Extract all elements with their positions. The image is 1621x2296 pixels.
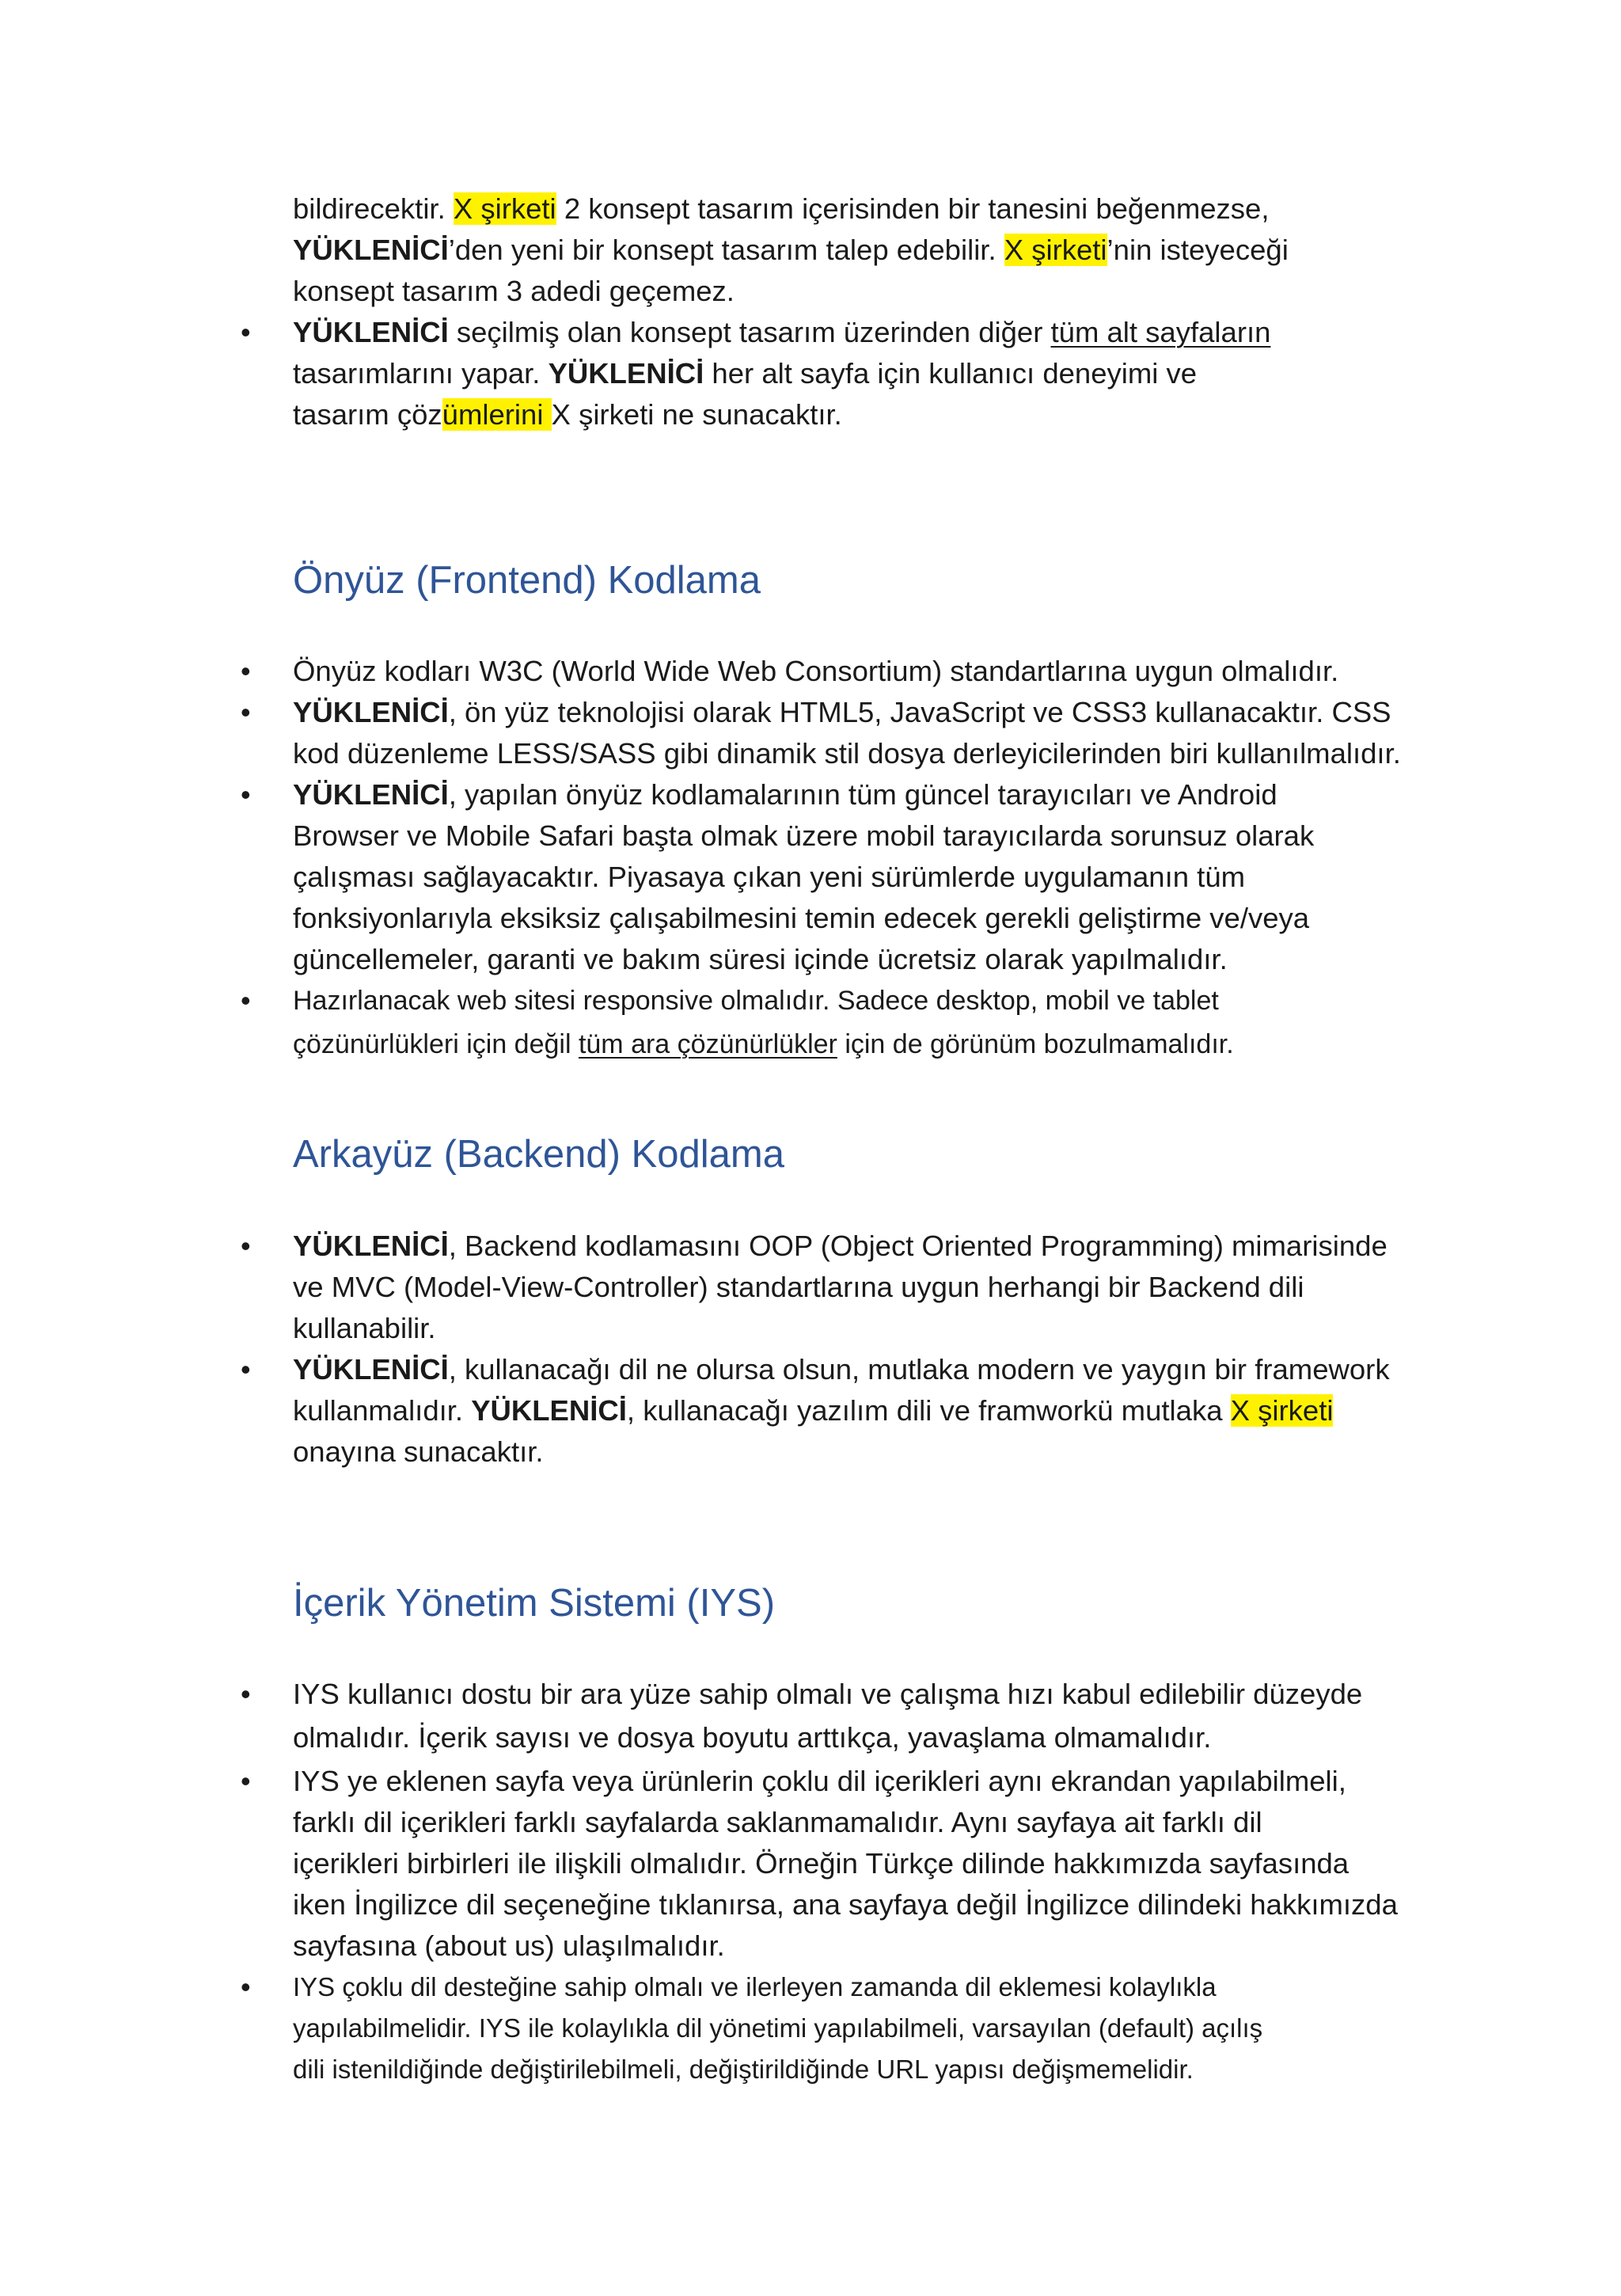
paragraph-line: dili istenildiğinde değiştirilebilmeli, değiştirildiğinde URL yapısı değişmemelidir.	[293, 2055, 1194, 2084]
bold-text: YÜKLENİCİ	[293, 1230, 449, 1262]
bold-text: YÜKLENİCİ	[293, 696, 449, 728]
paragraph-line: güncellemeler, garanti ve bakım süresi içinde ücretsiz olarak yapılmalıdır.	[293, 943, 1228, 975]
paragraph-line: onayına sunacaktır.	[293, 1435, 544, 1468]
section-heading-cms: İçerik Yönetim Sistemi (IYS)	[293, 1582, 776, 1625]
bullet-icon: •	[241, 655, 251, 687]
list-item	[241, 312, 1448, 435]
underlined-text: tüm alt sayfaların	[1050, 316, 1271, 348]
section-heading-backend: Arkayüz (Backend) Kodlama	[293, 1133, 784, 1176]
text: , kullanacağı dil ne olursa olsun, mutlaka modern ve yaygın bir framework	[448, 1353, 1390, 1386]
underlined-text: tüm ara çözünürlükler	[578, 1029, 837, 1059]
text: kullanmalıdır.	[293, 1394, 472, 1427]
list-item	[241, 651, 1448, 692]
text: , kullanacağı yazılım dili ve framworkü mutlaka	[626, 1394, 1231, 1427]
list-item	[241, 1674, 1448, 1761]
highlighted-text: X şirketi	[1004, 234, 1107, 266]
text: , ön yüz teknolojisi olarak HTML5, JavaScript ve CSS3 kullanacaktır. CSS	[448, 696, 1391, 728]
list-item	[241, 1967, 1448, 2090]
paragraph-line	[293, 353, 1448, 394]
backend-list	[241, 1226, 1448, 1473]
paragraph-line: kod düzenleme LESS/SASS gibi dinamik stil dosya derleyicilerinden biri kullanılmalıdır.	[293, 737, 1401, 770]
list-item	[241, 692, 1448, 774]
bold-text: YÜKLENİCİ	[293, 316, 449, 348]
highlighted-text: ümlerini	[442, 398, 552, 431]
bold-text: YÜKLENİCİ	[293, 234, 449, 266]
list-item	[241, 1226, 1448, 1349]
paragraph-line	[293, 188, 1448, 230]
paragraph-line: konsept tasarım 3 adedi geçemez.	[293, 275, 735, 307]
paragraph-line: IYS ye eklenen sayfa veya ürünlerin çoklu dil içerikleri aynı ekrandan yapılabilmeli,	[293, 1765, 1346, 1797]
paragraph-line: kullanabilir.	[293, 1312, 436, 1344]
text: 2 konsept tasarım içerisinden bir tanesini beğenmezse,	[556, 192, 1270, 225]
paragraph-line: içerikleri birbirleri ile ilişkili olmalıdır. Örneğin Türkçe dilinde hakkımızda sayfasında	[293, 1847, 1350, 1880]
paragraph-line: Önyüz kodları W3C (World Wide Web Consortium) standartlarına uygun olmalıdır.	[293, 655, 1339, 687]
paragraph-line	[293, 692, 1448, 733]
paragraph-line: fonksiyonlarıyla eksiksiz çalışabilmesini temin edecek gerekli geliştirme ve/veya	[293, 902, 1310, 934]
text: çözünürlükleri için değil	[293, 1029, 579, 1059]
highlighted-text: X şirketi	[453, 192, 556, 225]
text: ’den yeni bir konsept tasarım talep edebilir.	[448, 234, 1004, 266]
paragraph-line	[293, 774, 1448, 815]
paragraph-line: ve MVC (Model-View-Controller) standartlarına uygun herhangi bir Backend dili	[293, 1271, 1304, 1303]
text: bildirecektir.	[293, 192, 454, 225]
paragraph-line	[293, 1390, 1448, 1431]
paragraph-line: olmalıdır. İçerik sayısı ve dosya boyutu arttıkça, yavaşlama olmamalıdır.	[293, 1721, 1212, 1754]
text: , Backend kodlamasını OOP (Object Oriented Programming) mimarisinde	[448, 1230, 1388, 1262]
paragraph-line: yapılabilmelidir. IYS ile kolaylıkla dil yönetimi yapılabilmeli, varsayılan (default) açılış	[293, 2013, 1263, 2043]
bullet-icon: •	[241, 1353, 251, 1386]
paragraph-line	[293, 1226, 1448, 1267]
intro-section	[241, 188, 1448, 435]
bullet-icon: •	[241, 1678, 251, 1710]
text: X şirketi ne sunacaktır.	[551, 398, 842, 431]
text: seçilmiş olan konsept tasarım üzerinden diğer	[448, 316, 1051, 348]
bold-text: YÜKLENİCİ	[471, 1394, 627, 1427]
highlighted-text: X şirketi	[1230, 1394, 1334, 1427]
paragraph-line: iken İngilizce dil seçeneğine tıklanırsa, ana sayfaya değil İngilizce dilindeki hakkımızda	[293, 1888, 1398, 1921]
list-item	[241, 1349, 1448, 1473]
bullet-icon: •	[241, 1765, 251, 1797]
bold-text: YÜKLENİCİ	[293, 1353, 449, 1386]
paragraph-line: Hazırlanacak web sitesi responsive olmalıdır. Sadece desktop, mobil ve tablet	[293, 986, 1219, 1016]
bullet-icon: •	[241, 1230, 251, 1262]
list-item	[241, 774, 1448, 980]
section-heading-frontend: Önyüz (Frontend) Kodlama	[293, 559, 761, 602]
paragraph-line: çalışması sağlayacaktır. Piyasaya çıkan yeni sürümlerde uygulamanın tüm	[293, 861, 1246, 893]
paragraph-line: Browser ve Mobile Safari başta olmak üzere mobil tarayıcılarda sorunsuz olarak	[293, 819, 1315, 852]
text: ’nin isteyeceği	[1107, 234, 1289, 266]
paragraph-line: IYS kullanıcı dostu bir ara yüze sahip olmalı ve çalışma hızı kabul edilebilir düzeyde	[293, 1678, 1363, 1710]
text: , yapılan önyüz kodlamalarının tüm güncel tarayıcıları ve Android	[448, 778, 1277, 811]
bold-text: YÜKLENİCİ	[293, 778, 449, 811]
bold-text: YÜKLENİCİ	[548, 357, 704, 390]
paragraph-line: farklı dil içerikleri farklı sayfalarda saklanmamalıdır. Aynı sayfaya ait farklı dil	[293, 1806, 1262, 1838]
paragraph-line	[293, 1349, 1448, 1390]
paragraph-line	[293, 312, 1448, 353]
list-item	[241, 980, 1448, 1067]
bullet-icon: •	[241, 696, 251, 728]
bullet-icon: •	[241, 316, 251, 348]
bullet-icon: •	[241, 778, 251, 811]
bullet-icon: •	[241, 984, 251, 1017]
cms-list	[241, 1674, 1448, 2090]
paragraph-line	[293, 1021, 1448, 1067]
paragraph-line	[293, 230, 1448, 271]
frontend-list	[241, 651, 1448, 1067]
text: her alt sayfa için kullanıcı deneyimi ve	[704, 357, 1198, 390]
text: tasarımlarını yapar.	[293, 357, 549, 390]
text: tasarım çöz	[293, 398, 442, 431]
paragraph-line	[293, 394, 1448, 435]
text: için de görünüm bozulmamalıdır.	[837, 1029, 1234, 1059]
paragraph-line: IYS çoklu dil desteğine sahip olmalı ve ilerleyen zamanda dil eklemesi kolaylıkla	[293, 1972, 1217, 2001]
bullet-icon: •	[241, 1971, 251, 2003]
list-item	[241, 1761, 1448, 1967]
paragraph-line: sayfasına (about us) ulaşılmalıdır.	[293, 1929, 725, 1962]
